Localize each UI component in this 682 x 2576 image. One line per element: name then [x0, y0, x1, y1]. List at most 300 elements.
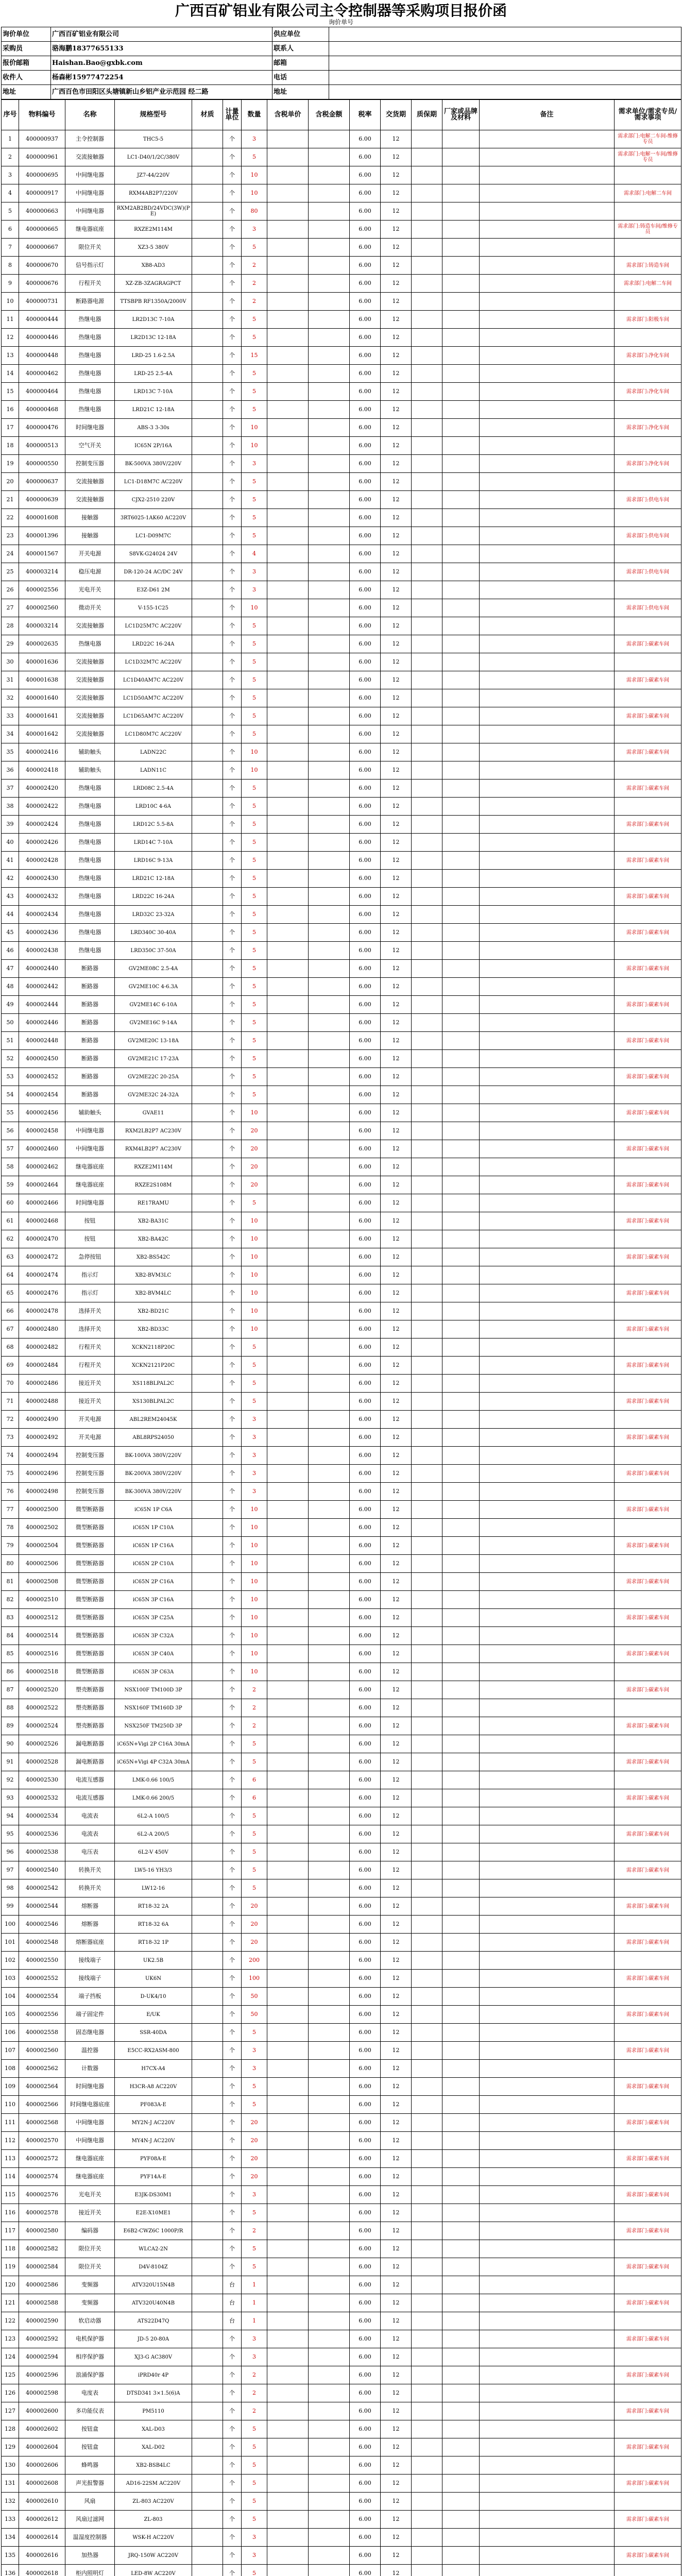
- unit-price-cell[interactable]: [267, 2096, 309, 2114]
- tax-rate-cell[interactable]: 6.00: [350, 1483, 381, 1501]
- note-cell[interactable]: [480, 1429, 615, 1447]
- note-cell[interactable]: [480, 1879, 615, 1897]
- tax-rate-cell[interactable]: 6.00: [350, 545, 381, 563]
- amount-cell[interactable]: [309, 671, 350, 689]
- tax-rate-cell[interactable]: 6.00: [350, 1302, 381, 1320]
- unit-price-cell[interactable]: [267, 2168, 309, 2186]
- material-cell[interactable]: [192, 1952, 223, 1970]
- delivery-cell[interactable]: 12: [381, 2150, 412, 2168]
- note-cell[interactable]: [480, 1014, 615, 1032]
- tax-rate-cell[interactable]: 6.00: [350, 1861, 381, 1879]
- unit-price-cell[interactable]: [267, 1897, 309, 1916]
- material-cell[interactable]: [192, 1050, 223, 1068]
- delivery-cell[interactable]: 12: [381, 1879, 412, 1897]
- tax-rate-cell[interactable]: 6.00: [350, 401, 381, 419]
- warranty-cell[interactable]: [412, 401, 442, 419]
- tax-rate-cell[interactable]: 6.00: [350, 1789, 381, 1807]
- tax-rate-cell[interactable]: 6.00: [350, 1194, 381, 1212]
- delivery-cell[interactable]: 12: [381, 1411, 412, 1429]
- warranty-cell[interactable]: [412, 166, 442, 184]
- warranty-cell[interactable]: [412, 942, 442, 960]
- material-cell[interactable]: [192, 1771, 223, 1789]
- delivery-cell[interactable]: 12: [381, 509, 412, 527]
- note-cell[interactable]: [480, 1988, 615, 2006]
- delivery-cell[interactable]: 12: [381, 2529, 412, 2547]
- note-cell[interactable]: [480, 1050, 615, 1068]
- brand-cell[interactable]: [442, 509, 480, 527]
- tax-rate-cell[interactable]: 6.00: [350, 2456, 381, 2475]
- delivery-cell[interactable]: 12: [381, 725, 412, 743]
- tax-rate-cell[interactable]: 6.00: [350, 924, 381, 942]
- warranty-cell[interactable]: [412, 2096, 442, 2114]
- note-cell[interactable]: [480, 1447, 615, 1465]
- note-cell[interactable]: [480, 671, 615, 689]
- tax-rate-cell[interactable]: 6.00: [350, 184, 381, 202]
- material-cell[interactable]: [192, 834, 223, 852]
- note-cell[interactable]: [480, 2240, 615, 2258]
- warranty-cell[interactable]: [412, 275, 442, 293]
- amount-cell[interactable]: [309, 2420, 350, 2438]
- delivery-cell[interactable]: 12: [381, 148, 412, 166]
- amount-cell[interactable]: [309, 1952, 350, 1970]
- warranty-cell[interactable]: [412, 1032, 442, 1050]
- unit-price-cell[interactable]: [267, 1194, 309, 1212]
- material-cell[interactable]: [192, 239, 223, 257]
- tax-rate-cell[interactable]: 6.00: [350, 221, 381, 239]
- note-cell[interactable]: [480, 1032, 615, 1050]
- tax-rate-cell[interactable]: 6.00: [350, 2024, 381, 2042]
- note-cell[interactable]: [480, 545, 615, 563]
- amount-cell[interactable]: [309, 1501, 350, 1519]
- brand-cell[interactable]: [442, 1122, 480, 1140]
- unit-price-cell[interactable]: [267, 2529, 309, 2547]
- brand-cell[interactable]: [442, 2204, 480, 2222]
- tax-rate-cell[interactable]: 6.00: [350, 2547, 381, 2565]
- warranty-cell[interactable]: [412, 1934, 442, 1952]
- amount-cell[interactable]: [309, 239, 350, 257]
- note-cell[interactable]: [480, 184, 615, 202]
- amount-cell[interactable]: [309, 1609, 350, 1627]
- unit-price-cell[interactable]: [267, 1609, 309, 1627]
- material-cell[interactable]: [192, 184, 223, 202]
- material-cell[interactable]: [192, 2312, 223, 2330]
- note-cell[interactable]: [480, 2042, 615, 2060]
- warranty-cell[interactable]: [412, 1465, 442, 1483]
- brand-cell[interactable]: [442, 1627, 480, 1645]
- warranty-cell[interactable]: [412, 2547, 442, 2565]
- amount-cell[interactable]: [309, 1140, 350, 1158]
- material-cell[interactable]: [192, 924, 223, 942]
- material-cell[interactable]: [192, 2024, 223, 2042]
- tax-rate-cell[interactable]: 6.00: [350, 617, 381, 635]
- brand-cell[interactable]: [442, 473, 480, 491]
- unit-price-cell[interactable]: [267, 257, 309, 275]
- unit-price-cell[interactable]: [267, 2294, 309, 2312]
- tax-rate-cell[interactable]: 6.00: [350, 1753, 381, 1771]
- unit-price-cell[interactable]: [267, 1771, 309, 1789]
- delivery-cell[interactable]: 12: [381, 383, 412, 401]
- note-cell[interactable]: [480, 1375, 615, 1393]
- warranty-cell[interactable]: [412, 221, 442, 239]
- material-cell[interactable]: [192, 2150, 223, 2168]
- tax-rate-cell[interactable]: 6.00: [350, 1050, 381, 1068]
- brand-cell[interactable]: [442, 1050, 480, 1068]
- unit-price-cell[interactable]: [267, 1032, 309, 1050]
- material-cell[interactable]: [192, 1230, 223, 1248]
- warranty-cell[interactable]: [412, 2565, 442, 2576]
- delivery-cell[interactable]: 12: [381, 1248, 412, 1266]
- tax-rate-cell[interactable]: 6.00: [350, 1970, 381, 1988]
- amount-cell[interactable]: [309, 1086, 350, 1104]
- delivery-cell[interactable]: 12: [381, 2493, 412, 2511]
- note-cell[interactable]: [480, 527, 615, 545]
- unit-price-cell[interactable]: [267, 2366, 309, 2384]
- amount-cell[interactable]: [309, 545, 350, 563]
- note-cell[interactable]: [480, 1465, 615, 1483]
- delivery-cell[interactable]: 12: [381, 1519, 412, 1537]
- unit-price-cell[interactable]: [267, 924, 309, 942]
- unit-price-cell[interactable]: [267, 1934, 309, 1952]
- material-cell[interactable]: [192, 2565, 223, 2576]
- brand-cell[interactable]: [442, 1375, 480, 1393]
- warranty-cell[interactable]: [412, 2150, 442, 2168]
- amount-cell[interactable]: [309, 1897, 350, 1916]
- unit-price-cell[interactable]: [267, 437, 309, 455]
- delivery-cell[interactable]: 12: [381, 1537, 412, 1555]
- note-cell[interactable]: [480, 924, 615, 942]
- amount-cell[interactable]: [309, 798, 350, 816]
- note-cell[interactable]: [480, 1194, 615, 1212]
- warranty-cell[interactable]: [412, 509, 442, 527]
- unit-price-cell[interactable]: [267, 2420, 309, 2438]
- warranty-cell[interactable]: [412, 1086, 442, 1104]
- unit-price-cell[interactable]: [267, 275, 309, 293]
- unit-price-cell[interactable]: [267, 2132, 309, 2150]
- material-cell[interactable]: [192, 2366, 223, 2384]
- unit-price-cell[interactable]: [267, 743, 309, 761]
- unit-price-cell[interactable]: [267, 166, 309, 184]
- brand-cell[interactable]: [442, 1609, 480, 1627]
- amount-cell[interactable]: [309, 491, 350, 509]
- material-cell[interactable]: [192, 2006, 223, 2024]
- note-cell[interactable]: [480, 1411, 615, 1429]
- note-cell[interactable]: [480, 2565, 615, 2576]
- warranty-cell[interactable]: [412, 473, 442, 491]
- brand-cell[interactable]: [442, 1771, 480, 1789]
- unit-price-cell[interactable]: [267, 816, 309, 834]
- amount-cell[interactable]: [309, 1266, 350, 1284]
- brand-cell[interactable]: [442, 888, 480, 906]
- brand-cell[interactable]: [442, 1879, 480, 1897]
- material-cell[interactable]: [192, 2456, 223, 2475]
- amount-cell[interactable]: [309, 1699, 350, 1717]
- delivery-cell[interactable]: 12: [381, 852, 412, 870]
- mail-value[interactable]: [329, 56, 681, 71]
- note-cell[interactable]: [480, 347, 615, 365]
- warranty-cell[interactable]: [412, 635, 442, 653]
- brand-cell[interactable]: [442, 2132, 480, 2150]
- delivery-cell[interactable]: 12: [381, 779, 412, 798]
- note-cell[interactable]: [480, 743, 615, 761]
- unit-price-cell[interactable]: [267, 2042, 309, 2060]
- delivery-cell[interactable]: 12: [381, 1753, 412, 1771]
- warranty-cell[interactable]: [412, 2276, 442, 2294]
- brand-cell[interactable]: [442, 2438, 480, 2456]
- note-cell[interactable]: [480, 2186, 615, 2204]
- material-cell[interactable]: [192, 689, 223, 707]
- unit-price-cell[interactable]: [267, 1338, 309, 1357]
- material-cell[interactable]: [192, 1861, 223, 1879]
- unit-price-cell[interactable]: [267, 2114, 309, 2132]
- warranty-cell[interactable]: [412, 924, 442, 942]
- delivery-cell[interactable]: 12: [381, 1086, 412, 1104]
- delivery-cell[interactable]: 12: [381, 2565, 412, 2576]
- brand-cell[interactable]: [442, 906, 480, 924]
- unit-price-cell[interactable]: [267, 1627, 309, 1645]
- amount-cell[interactable]: [309, 617, 350, 635]
- unit-price-cell[interactable]: [267, 689, 309, 707]
- tax-rate-cell[interactable]: 6.00: [350, 1988, 381, 2006]
- material-cell[interactable]: [192, 509, 223, 527]
- note-cell[interactable]: [480, 1645, 615, 1663]
- unit-price-cell[interactable]: [267, 1952, 309, 1970]
- note-cell[interactable]: [480, 383, 615, 401]
- tax-rate-cell[interactable]: 6.00: [350, 1501, 381, 1519]
- amount-cell[interactable]: [309, 1573, 350, 1591]
- delivery-cell[interactable]: 12: [381, 2547, 412, 2565]
- delivery-cell[interactable]: 12: [381, 1483, 412, 1501]
- amount-cell[interactable]: [309, 2456, 350, 2475]
- warranty-cell[interactable]: [412, 2511, 442, 2529]
- warranty-cell[interactable]: [412, 1393, 442, 1411]
- amount-cell[interactable]: [309, 563, 350, 581]
- amount-cell[interactable]: [309, 2565, 350, 2576]
- delivery-cell[interactable]: 12: [381, 617, 412, 635]
- tax-rate-cell[interactable]: 6.00: [350, 437, 381, 455]
- warranty-cell[interactable]: [412, 491, 442, 509]
- tax-rate-cell[interactable]: 6.00: [350, 1068, 381, 1086]
- amount-cell[interactable]: [309, 383, 350, 401]
- tax-rate-cell[interactable]: 6.00: [350, 581, 381, 599]
- warranty-cell[interactable]: [412, 2258, 442, 2276]
- material-cell[interactable]: [192, 437, 223, 455]
- warranty-cell[interactable]: [412, 1429, 442, 1447]
- brand-cell[interactable]: [442, 743, 480, 761]
- delivery-cell[interactable]: 12: [381, 1194, 412, 1212]
- warranty-cell[interactable]: [412, 779, 442, 798]
- warranty-cell[interactable]: [412, 2186, 442, 2204]
- warranty-cell[interactable]: [412, 1843, 442, 1861]
- tax-rate-cell[interactable]: 6.00: [350, 563, 381, 581]
- brand-cell[interactable]: [442, 1717, 480, 1735]
- warranty-cell[interactable]: [412, 293, 442, 311]
- brand-cell[interactable]: [442, 834, 480, 852]
- brand-cell[interactable]: [442, 148, 480, 166]
- unit-price-cell[interactable]: [267, 2186, 309, 2204]
- delivery-cell[interactable]: 12: [381, 1393, 412, 1411]
- delivery-cell[interactable]: 12: [381, 2330, 412, 2348]
- delivery-cell[interactable]: 12: [381, 1609, 412, 1627]
- unit-price-cell[interactable]: [267, 996, 309, 1014]
- brand-cell[interactable]: [442, 1699, 480, 1717]
- brand-cell[interactable]: [442, 437, 480, 455]
- warranty-cell[interactable]: [412, 2204, 442, 2222]
- material-cell[interactable]: [192, 130, 223, 148]
- unit-price-cell[interactable]: [267, 1158, 309, 1176]
- unit-price-cell[interactable]: [267, 1230, 309, 1248]
- warranty-cell[interactable]: [412, 2475, 442, 2493]
- brand-cell[interactable]: [442, 1411, 480, 1429]
- tax-rate-cell[interactable]: 6.00: [350, 455, 381, 473]
- warranty-cell[interactable]: [412, 1320, 442, 1338]
- amount-cell[interactable]: [309, 2475, 350, 2493]
- amount-cell[interactable]: [309, 653, 350, 671]
- delivery-cell[interactable]: 12: [381, 2186, 412, 2204]
- tax-rate-cell[interactable]: 6.00: [350, 2150, 381, 2168]
- amount-cell[interactable]: [309, 455, 350, 473]
- warranty-cell[interactable]: [412, 311, 442, 329]
- brand-cell[interactable]: [442, 1861, 480, 1879]
- delivery-cell[interactable]: 12: [381, 2276, 412, 2294]
- material-cell[interactable]: [192, 2493, 223, 2511]
- delivery-cell[interactable]: 12: [381, 473, 412, 491]
- tax-rate-cell[interactable]: 6.00: [350, 1591, 381, 1609]
- material-cell[interactable]: [192, 2258, 223, 2276]
- tax-rate-cell[interactable]: 6.00: [350, 1429, 381, 1447]
- delivery-cell[interactable]: 12: [381, 1176, 412, 1194]
- tax-rate-cell[interactable]: 6.00: [350, 2132, 381, 2150]
- tax-rate-cell[interactable]: 6.00: [350, 2511, 381, 2529]
- warranty-cell[interactable]: [412, 1681, 442, 1699]
- material-cell[interactable]: [192, 2402, 223, 2420]
- amount-cell[interactable]: [309, 2240, 350, 2258]
- material-cell[interactable]: [192, 1501, 223, 1519]
- brand-cell[interactable]: [442, 1897, 480, 1916]
- tax-rate-cell[interactable]: 6.00: [350, 1086, 381, 1104]
- tax-rate-cell[interactable]: 6.00: [350, 2438, 381, 2456]
- delivery-cell[interactable]: 12: [381, 2222, 412, 2240]
- amount-cell[interactable]: [309, 888, 350, 906]
- unit-price-cell[interactable]: [267, 1140, 309, 1158]
- warranty-cell[interactable]: [412, 1717, 442, 1735]
- amount-cell[interactable]: [309, 924, 350, 942]
- note-cell[interactable]: [480, 2204, 615, 2222]
- note-cell[interactable]: [480, 798, 615, 816]
- warranty-cell[interactable]: [412, 1753, 442, 1771]
- brand-cell[interactable]: [442, 1519, 480, 1537]
- material-cell[interactable]: [192, 1555, 223, 1573]
- brand-cell[interactable]: [442, 1447, 480, 1465]
- warranty-cell[interactable]: [412, 743, 442, 761]
- phone-value[interactable]: [329, 71, 681, 85]
- unit-price-cell[interactable]: [267, 1789, 309, 1807]
- warranty-cell[interactable]: [412, 202, 442, 221]
- unit-price-cell[interactable]: [267, 1501, 309, 1519]
- material-cell[interactable]: [192, 888, 223, 906]
- tax-rate-cell[interactable]: 6.00: [350, 779, 381, 798]
- note-cell[interactable]: [480, 1573, 615, 1591]
- warranty-cell[interactable]: [412, 1519, 442, 1537]
- material-cell[interactable]: [192, 455, 223, 473]
- delivery-cell[interactable]: 12: [381, 437, 412, 455]
- warranty-cell[interactable]: [412, 2168, 442, 2186]
- brand-cell[interactable]: [442, 635, 480, 653]
- warranty-cell[interactable]: [412, 257, 442, 275]
- note-cell[interactable]: [480, 1717, 615, 1735]
- brand-cell[interactable]: [442, 1104, 480, 1122]
- brand-cell[interactable]: [442, 1825, 480, 1843]
- material-cell[interactable]: [192, 2042, 223, 2060]
- material-cell[interactable]: [192, 2511, 223, 2529]
- amount-cell[interactable]: [309, 1483, 350, 1501]
- delivery-cell[interactable]: 12: [381, 2240, 412, 2258]
- delivery-cell[interactable]: 12: [381, 1429, 412, 1447]
- brand-cell[interactable]: [442, 924, 480, 942]
- amount-cell[interactable]: [309, 166, 350, 184]
- unit-price-cell[interactable]: [267, 329, 309, 347]
- unit-price-cell[interactable]: [267, 1411, 309, 1429]
- unit-price-cell[interactable]: [267, 1266, 309, 1284]
- warranty-cell[interactable]: [412, 653, 442, 671]
- note-cell[interactable]: [480, 1555, 615, 1573]
- brand-cell[interactable]: [442, 491, 480, 509]
- warranty-cell[interactable]: [412, 1555, 442, 1573]
- tax-rate-cell[interactable]: 6.00: [350, 383, 381, 401]
- unit-price-cell[interactable]: [267, 581, 309, 599]
- delivery-cell[interactable]: 12: [381, 1843, 412, 1861]
- amount-cell[interactable]: [309, 1393, 350, 1411]
- brand-cell[interactable]: [442, 1158, 480, 1176]
- warranty-cell[interactable]: [412, 2529, 442, 2547]
- tax-rate-cell[interactable]: 6.00: [350, 365, 381, 383]
- note-cell[interactable]: [480, 1483, 615, 1501]
- amount-cell[interactable]: [309, 2150, 350, 2168]
- amount-cell[interactable]: [309, 1338, 350, 1357]
- amount-cell[interactable]: [309, 1320, 350, 1338]
- delivery-cell[interactable]: 12: [381, 202, 412, 221]
- delivery-cell[interactable]: 12: [381, 419, 412, 437]
- material-cell[interactable]: [192, 2186, 223, 2204]
- delivery-cell[interactable]: 12: [381, 257, 412, 275]
- note-cell[interactable]: [480, 2529, 615, 2547]
- warranty-cell[interactable]: [412, 1104, 442, 1122]
- note-cell[interactable]: [480, 1393, 615, 1411]
- note-cell[interactable]: [480, 1122, 615, 1140]
- note-cell[interactable]: [480, 617, 615, 635]
- email-value[interactable]: Haishan.Bao@gxbk.com: [51, 56, 272, 71]
- warranty-cell[interactable]: [412, 1825, 442, 1843]
- delivery-cell[interactable]: 12: [381, 581, 412, 599]
- note-cell[interactable]: [480, 1663, 615, 1681]
- unit-price-cell[interactable]: [267, 1555, 309, 1573]
- warranty-cell[interactable]: [412, 2312, 442, 2330]
- material-cell[interactable]: [192, 870, 223, 888]
- brand-cell[interactable]: [442, 653, 480, 671]
- amount-cell[interactable]: [309, 779, 350, 798]
- unit-price-cell[interactable]: [267, 834, 309, 852]
- delivery-cell[interactable]: 12: [381, 924, 412, 942]
- unit-price-cell[interactable]: [267, 1735, 309, 1753]
- brand-cell[interactable]: [442, 1429, 480, 1447]
- tax-rate-cell[interactable]: 6.00: [350, 293, 381, 311]
- delivery-cell[interactable]: 12: [381, 1122, 412, 1140]
- tax-rate-cell[interactable]: 6.00: [350, 978, 381, 996]
- brand-cell[interactable]: [442, 1735, 480, 1753]
- material-cell[interactable]: [192, 1122, 223, 1140]
- brand-cell[interactable]: [442, 599, 480, 617]
- warranty-cell[interactable]: [412, 888, 442, 906]
- unit-price-cell[interactable]: [267, 1104, 309, 1122]
